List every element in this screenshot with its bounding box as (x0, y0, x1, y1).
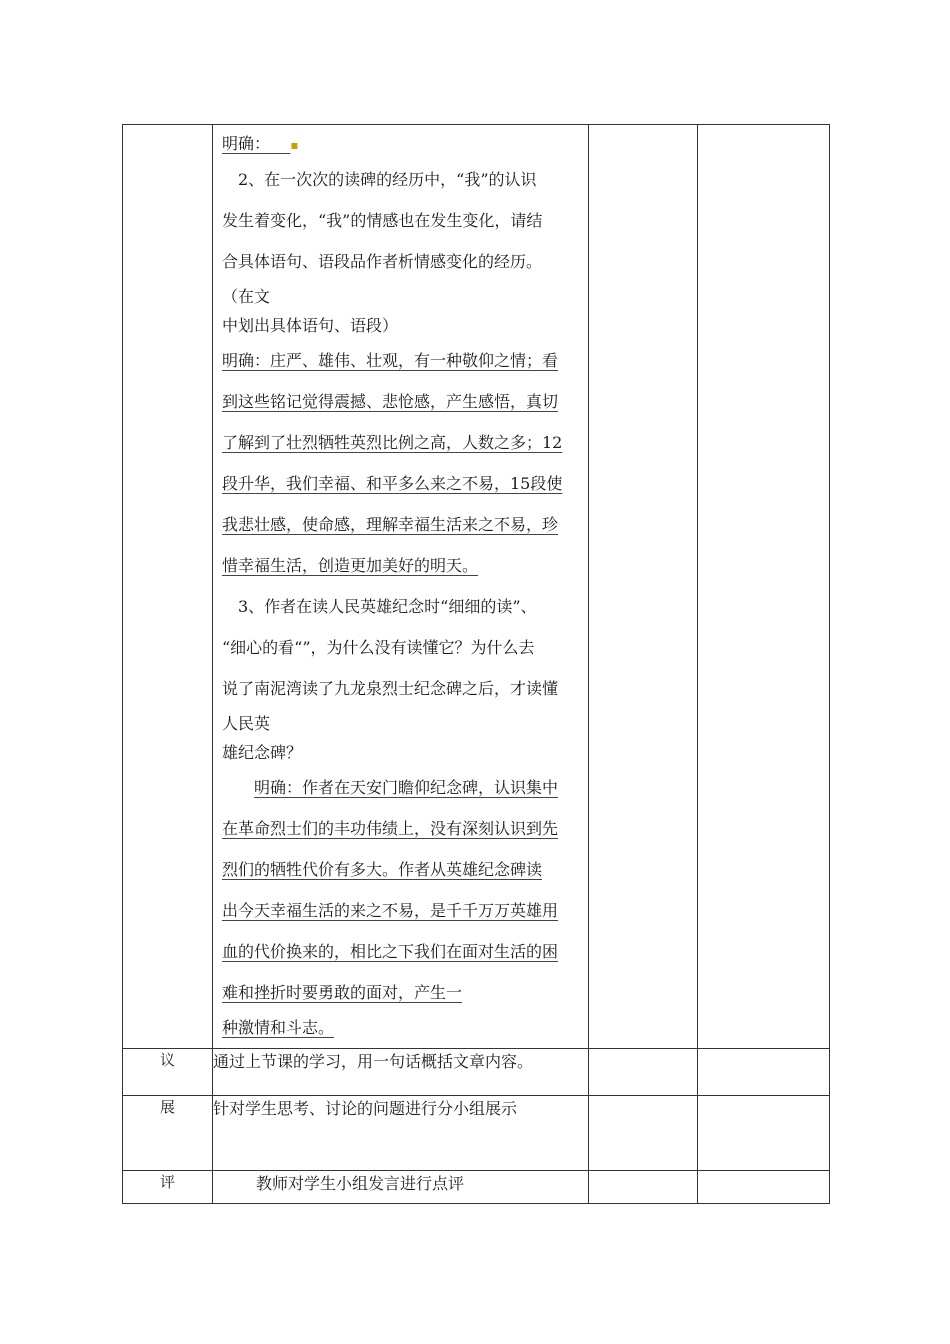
text-line-15: 人民英 (222, 714, 271, 733)
text-line-4: （在文 (222, 287, 271, 306)
stage-label-zhan: 展 (123, 1096, 213, 1171)
notes-cell (589, 1049, 698, 1096)
lesson-plan-table (122, 124, 830, 1204)
stage-cell-empty (123, 125, 213, 1049)
text-line-8: 了解到了壮烈牺牲英烈比例之高，人数之多；12 (222, 433, 563, 452)
text-line-23: 种激情和斗志。 (222, 1018, 335, 1037)
remarks-cell (698, 1096, 830, 1171)
text-line-12: 3、作者在读人民英雄纪念时“细细的读”、 (238, 597, 537, 616)
text-line-6: 明确：庄严、雄伟、壮观，有一种敬仰之情；看 (222, 351, 559, 370)
text-line-19: 烈们的牺牲代价有多大。作者从英雄纪念碑读 (222, 860, 543, 879)
row-text-yi: 通过上节课的学习，用一句话概括文章内容。 (213, 1049, 589, 1096)
text-line-1: 2、在一次次的读碑的经历中，“我”的认识 (238, 170, 537, 189)
row-yi (123, 1049, 830, 1096)
row-ping (123, 1171, 830, 1204)
remarks-cell (698, 1049, 830, 1096)
notes-cell (589, 125, 698, 1049)
text-line-5: 中划出具体语句、语段） (222, 316, 399, 335)
text-line-9: 段升华，我们幸福、和平多么来之不易，15段使 (222, 474, 563, 493)
text-line-20: 出今天幸福生活的来之不易，是千千万万英雄用 (222, 901, 559, 920)
text-line-2: 发生着变化，“我”的情感也在发生变化，请结 (222, 211, 543, 230)
remarks-cell (698, 125, 830, 1049)
stage-label-ping: 评 (123, 1171, 213, 1204)
text-line-0: 明确： (222, 134, 271, 153)
text-line-3: 合具体语句、语段品作者析情感变化的经历。 (222, 252, 543, 271)
text-line-14: 说了南泥湾读了九龙泉烈士纪念碑之后，才读懂 (222, 679, 559, 698)
text-line-21: 血的代价换来的，相比之下我们在面对生活的困 (222, 942, 559, 961)
text-line-10: 我悲壮感，使命感，理解幸福生活来之不易，珍 (222, 515, 559, 534)
row-text-zhan: 针对学生思考、讨论的问题进行分小组展示 (213, 1096, 589, 1171)
row-text-ping: 教师对学生小组发言进行点评 (213, 1171, 589, 1204)
main-row (123, 125, 830, 1049)
text-line-17: 明确：作者在天安门瞻仰纪念碑，认识集中 (254, 778, 559, 797)
text-line-11: 惜幸福生活，创造更加美好的明天。 (222, 556, 479, 575)
remarks-cell (698, 1171, 830, 1204)
text-line-7: 到这些铭记觉得震撼、悲怆感，产生感悟，真切 (222, 392, 559, 411)
text-line-18: 在革命烈士们的丰功伟绩上，没有深刻认识到先 (222, 819, 559, 838)
notes-cell (589, 1171, 698, 1204)
row-zhan (123, 1096, 830, 1171)
notes-cell (589, 1096, 698, 1171)
text-line-13: “细心的看“”，为什么没有读懂它？为什么去 (222, 638, 535, 657)
text-line: 明确： ▪ (222, 134, 299, 153)
stage-label-yi: 议 (123, 1049, 213, 1096)
text-line-16: 雄纪念碑？ (222, 743, 303, 762)
content-cell (213, 125, 589, 1049)
text-line-22: 难和挫折时要勇敢的面对，产生一 (222, 983, 463, 1002)
